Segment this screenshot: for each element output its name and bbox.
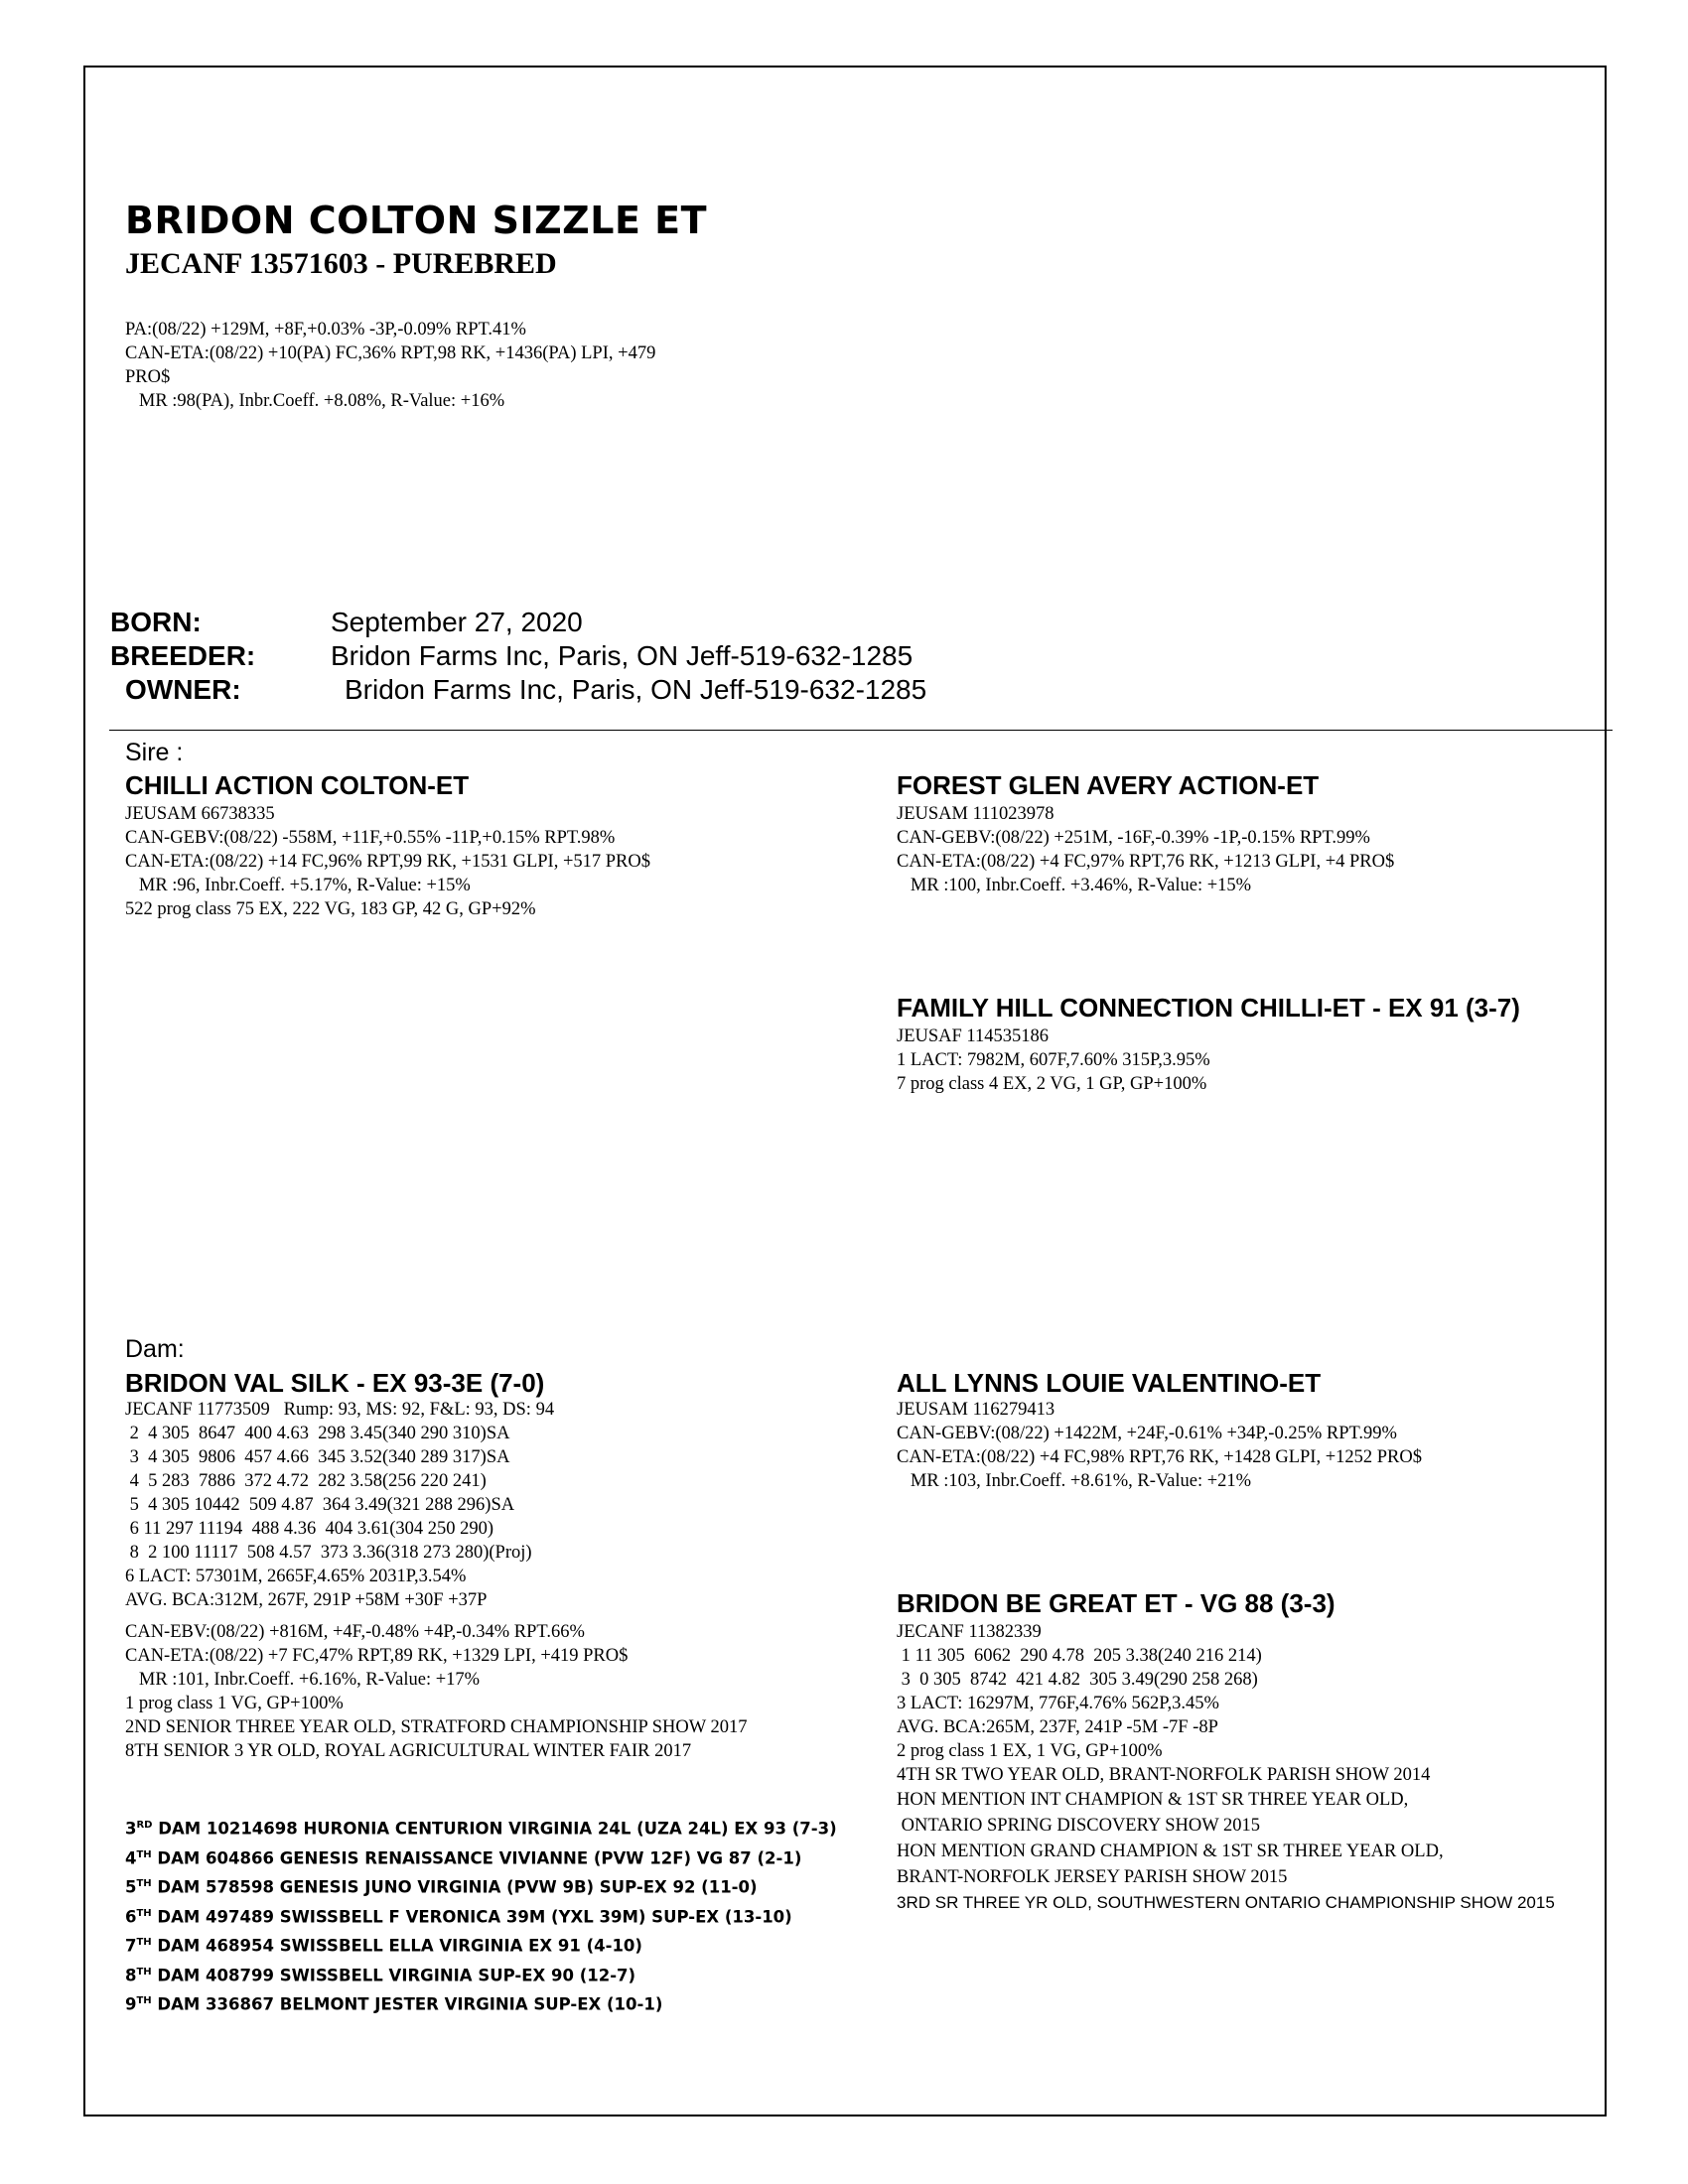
detail-line: 7 prog class 4 EX, 2 VG, 1 GP, GP+100% (897, 1074, 1207, 1094)
animal-evaluations (125, 318, 655, 413)
dam-text: DAM 604866 GENESIS RENAISSANCE VIVIANNE (PVW 12F) VG 87 (2-1) (151, 1848, 802, 1867)
registration-number: JECANF 13571603 - PUREBRED (125, 247, 557, 280)
dam-name: BRIDON VAL SILK - EX 93-3E (7-0) (125, 1368, 545, 1398)
dam-text: DAM 468954 SWISSBELL ELLA VIRGINIA EX 91 (4-10) (151, 1936, 642, 1956)
dam-suffix: RD (136, 1820, 153, 1831)
ancestor-dam (125, 1813, 837, 1843)
breeder-value: Bridon Farms Inc, Paris, ON Jeff-519-632-1285 (331, 640, 914, 671)
detail-line: 1 11 305 6062 290 4.78 205 3.38(240 216 214) (897, 1646, 1262, 1666)
detail-line: HON MENTION GRAND CHAMPION & 1ST SR THREE YEAR OLD, (897, 1842, 1444, 1861)
detail-line: 2 prog class 1 EX, 1 VG, GP+100% (897, 1741, 1163, 1761)
detail-line: HON MENTION INT CHAMPION & 1ST SR THREE YEAR OLD, (897, 1790, 1409, 1810)
ancestor-dam (125, 1843, 837, 1872)
detail-line: 1 LACT: 7982M, 607F,7.60% 315P,3.95% (897, 1050, 1210, 1070)
sire-dam-name: FAMILY HILL CONNECTION CHILLI-ET - EX 91 (3-7) (897, 993, 1520, 1023)
detail-line: 6 LACT: 57301M, 2665F,4.65% 2031P,3.54% (125, 1567, 467, 1586)
detail-line: 2 4 305 8647 400 4.63 298 3.45(340 290 310)SA (125, 1424, 510, 1443)
detail-line: CAN-GEBV:(08/22) +251M, -16F,-0.39% -1P,-0.15% RPT.99% (897, 828, 1370, 848)
owner-label: OWNER: (125, 674, 241, 705)
detail-line: CAN-ETA:(08/22) +4 FC,98% RPT,76 RK, +1428 GLPI, +1252 PRO$ (897, 1447, 1422, 1467)
born-value: September 27, 2020 (331, 607, 583, 637)
detail-line: MR :100, Inbr.Coeff. +3.46%, R-Value: +15% (897, 876, 1252, 895)
detail-line: 6 11 297 11194 488 4.36 404 3.61(304 250 290) (125, 1519, 494, 1539)
sire-details (125, 802, 650, 921)
detail-line: 4TH SR TWO YEAR OLD, BRANT-NORFOLK PARISH SHOW 2014 (897, 1765, 1431, 1785)
detail-line: 8 2 100 11117 508 4.57 373 3.36(318 273 280)(Proj) (125, 1543, 532, 1563)
dam-number: 4 (125, 1848, 137, 1867)
ancestor-dam (125, 1960, 837, 1989)
owner-value: Bridon Farms Inc, Paris, ON Jeff-519-632-1285 (345, 674, 927, 705)
sire-dam-details (897, 1024, 1210, 1096)
eval-line: PRO$ (125, 367, 171, 387)
ancestor-dams-list (125, 1813, 837, 2018)
detail-line: CAN-ETA:(08/22) +4 FC,97% RPT,76 RK, +1213 GLPI, +4 PRO$ (897, 852, 1395, 872)
detail-line: 3 0 305 8742 421 4.82 305 3.49(290 258 268) (897, 1670, 1258, 1690)
dam-dam-show-result: 3RD SR THREE YR OLD, SOUTHWESTERN ONTARIO CHAMPIONSHIP SHOW 2015 (897, 1893, 1555, 1912)
dam-suffix: TH (136, 1907, 152, 1919)
dam-dam-details (897, 1620, 1444, 1890)
detail-line: 4 5 283 7886 372 4.72 282 3.58(256 220 241) (125, 1471, 487, 1491)
ancestor-dam (125, 1901, 837, 1931)
dam-number: 9 (125, 1994, 137, 2014)
dam-sire-name: ALL LYNNS LOUIE VALENTINO-ET (897, 1368, 1322, 1398)
eval-line: CAN-ETA:(08/22) +10(PA) FC,36% RPT,98 RK, +1436(PA) LPI, +479 (125, 343, 656, 363)
dam-records (125, 1398, 554, 1612)
detail-line: 1 prog class 1 VG, GP+100% (125, 1694, 344, 1713)
detail-line: CAN-ETA:(08/22) +14 FC,96% RPT,99 RK, +1531 GLPI, +517 PRO$ (125, 852, 650, 872)
sire-label: Sire : (125, 739, 184, 766)
detail-line: CAN-ETA:(08/22) +7 FC,47% RPT,89 RK, +1329 LPI, +419 PRO$ (125, 1646, 629, 1666)
eval-line: PA:(08/22) +129M, +8F,+0.03% -3P,-0.09% RPT.41% (125, 320, 526, 340)
detail-line: CAN-GEBV:(08/22) -558M, +11F,+0.55% -11P,+0.15% RPT.98% (125, 828, 616, 848)
breeder-label: BREEDER: (110, 640, 256, 671)
sire-sire-name: FOREST GLEN AVERY ACTION-ET (897, 770, 1320, 800)
dam-text: DAM 578598 GENESIS JUNO VIRGINIA (PVW 9B) SUP-EX 92 (11-0) (151, 1877, 758, 1897)
detail-line: MR :101, Inbr.Coeff. +6.16%, R-Value: +17% (125, 1670, 481, 1690)
detail-line: JEUSAF 114535186 (897, 1026, 1049, 1046)
dam-label: Dam: (125, 1335, 185, 1363)
detail-line: CAN-GEBV:(08/22) +1422M, +24F,-0.61% +34P,-0.25% RPT.99% (897, 1424, 1397, 1443)
detail-line: CAN-EBV:(08/22) +816M, +4F,-0.48% +4P,-0.34% RPT.66% (125, 1622, 585, 1642)
dam-suffix: TH (136, 1995, 152, 2006)
detail-line: 8TH SENIOR 3 YR OLD, ROYAL AGRICULTURAL WINTER FAIR 2017 (125, 1741, 692, 1761)
sire-name: CHILLI ACTION COLTON-ET (125, 770, 470, 800)
detail-line: MR :96, Inbr.Coeff. +5.17%, R-Value: +15% (125, 876, 471, 895)
dam-suffix: TH (136, 1966, 152, 1978)
divider (109, 730, 1613, 731)
dam-sire-details (897, 1398, 1422, 1493)
dam-text: DAM 408799 SWISSBELL VIRGINIA SUP-EX 90 (12-7) (151, 1966, 636, 1984)
sire-sire-details (897, 802, 1394, 897)
detail-line: MR :103, Inbr.Coeff. +8.61%, R-Value: +21% (897, 1471, 1252, 1491)
detail-line: JEUSAM 111023978 (897, 804, 1055, 824)
detail-line: 522 prog class 75 EX, 222 VG, 183 GP, 42 G, GP+92% (125, 899, 536, 919)
dam-text: DAM 497489 SWISSBELL F VERONICA 39M (YXL 39M) SUP-EX (13-10) (151, 1907, 792, 1926)
detail-line: AVG. BCA:265M, 237F, 241P -5M -7F -8P (897, 1717, 1218, 1737)
born-label: BORN: (110, 607, 202, 637)
detail-line: BRANT-NORFOLK JERSEY PARISH SHOW 2015 (897, 1867, 1288, 1887)
detail-line: 5 4 305 10442 509 4.87 364 3.49(321 288 296)SA (125, 1495, 515, 1515)
detail-line: 3 LACT: 16297M, 776F,4.76% 562P,3.45% (897, 1694, 1219, 1713)
ancestor-dam (125, 1930, 837, 1960)
eval-line: MR :98(PA), Inbr.Coeff. +8.08%, R-Value: +16% (125, 391, 505, 411)
detail-line: AVG. BCA:312M, 267F, 291P +58M +30F +37P (125, 1590, 488, 1610)
dam-dam-name: BRIDON BE GREAT ET - VG 88 (3-3) (897, 1588, 1336, 1618)
detail-line: 3 4 305 9806 457 4.66 345 3.52(340 289 317)SA (125, 1447, 510, 1467)
dam-number: 3 (125, 1819, 137, 1839)
detail-line: JEUSAM 66738335 (125, 804, 275, 824)
ancestor-dam (125, 1988, 837, 2018)
detail-line: JECANF 11382339 (897, 1622, 1042, 1642)
dam-number: 7 (125, 1936, 137, 1956)
dam-text: DAM 336867 BELMONT JESTER VIRGINIA SUP-EX (10-1) (151, 1994, 663, 2014)
dam-suffix: TH (136, 1878, 152, 1889)
dam-number: 8 (125, 1966, 137, 1984)
detail-line: JEUSAM 116279413 (897, 1400, 1055, 1420)
dam-number: 6 (125, 1907, 137, 1926)
dam-evaluations (125, 1620, 747, 1763)
animal-name: BRIDON COLTON SIZZLE ET (125, 199, 708, 242)
detail-line: 2ND SENIOR THREE YEAR OLD, STRATFORD CHAMPIONSHIP SHOW 2017 (125, 1717, 748, 1737)
dam-number: 5 (125, 1877, 137, 1897)
ancestor-dam (125, 1871, 837, 1901)
detail-line: JECANF 11773509 Rump: 93, MS: 92, F&L: 93, DS: 94 (125, 1400, 555, 1420)
detail-line: ONTARIO SPRING DISCOVERY SHOW 2015 (897, 1816, 1260, 1836)
dam-text: DAM 10214698 HURONIA CENTURION VIRGINIA 24L (UZA 24L) EX 93 (7-3) (152, 1819, 837, 1839)
dam-suffix: TH (136, 1937, 152, 1948)
dam-suffix: TH (136, 1848, 152, 1860)
